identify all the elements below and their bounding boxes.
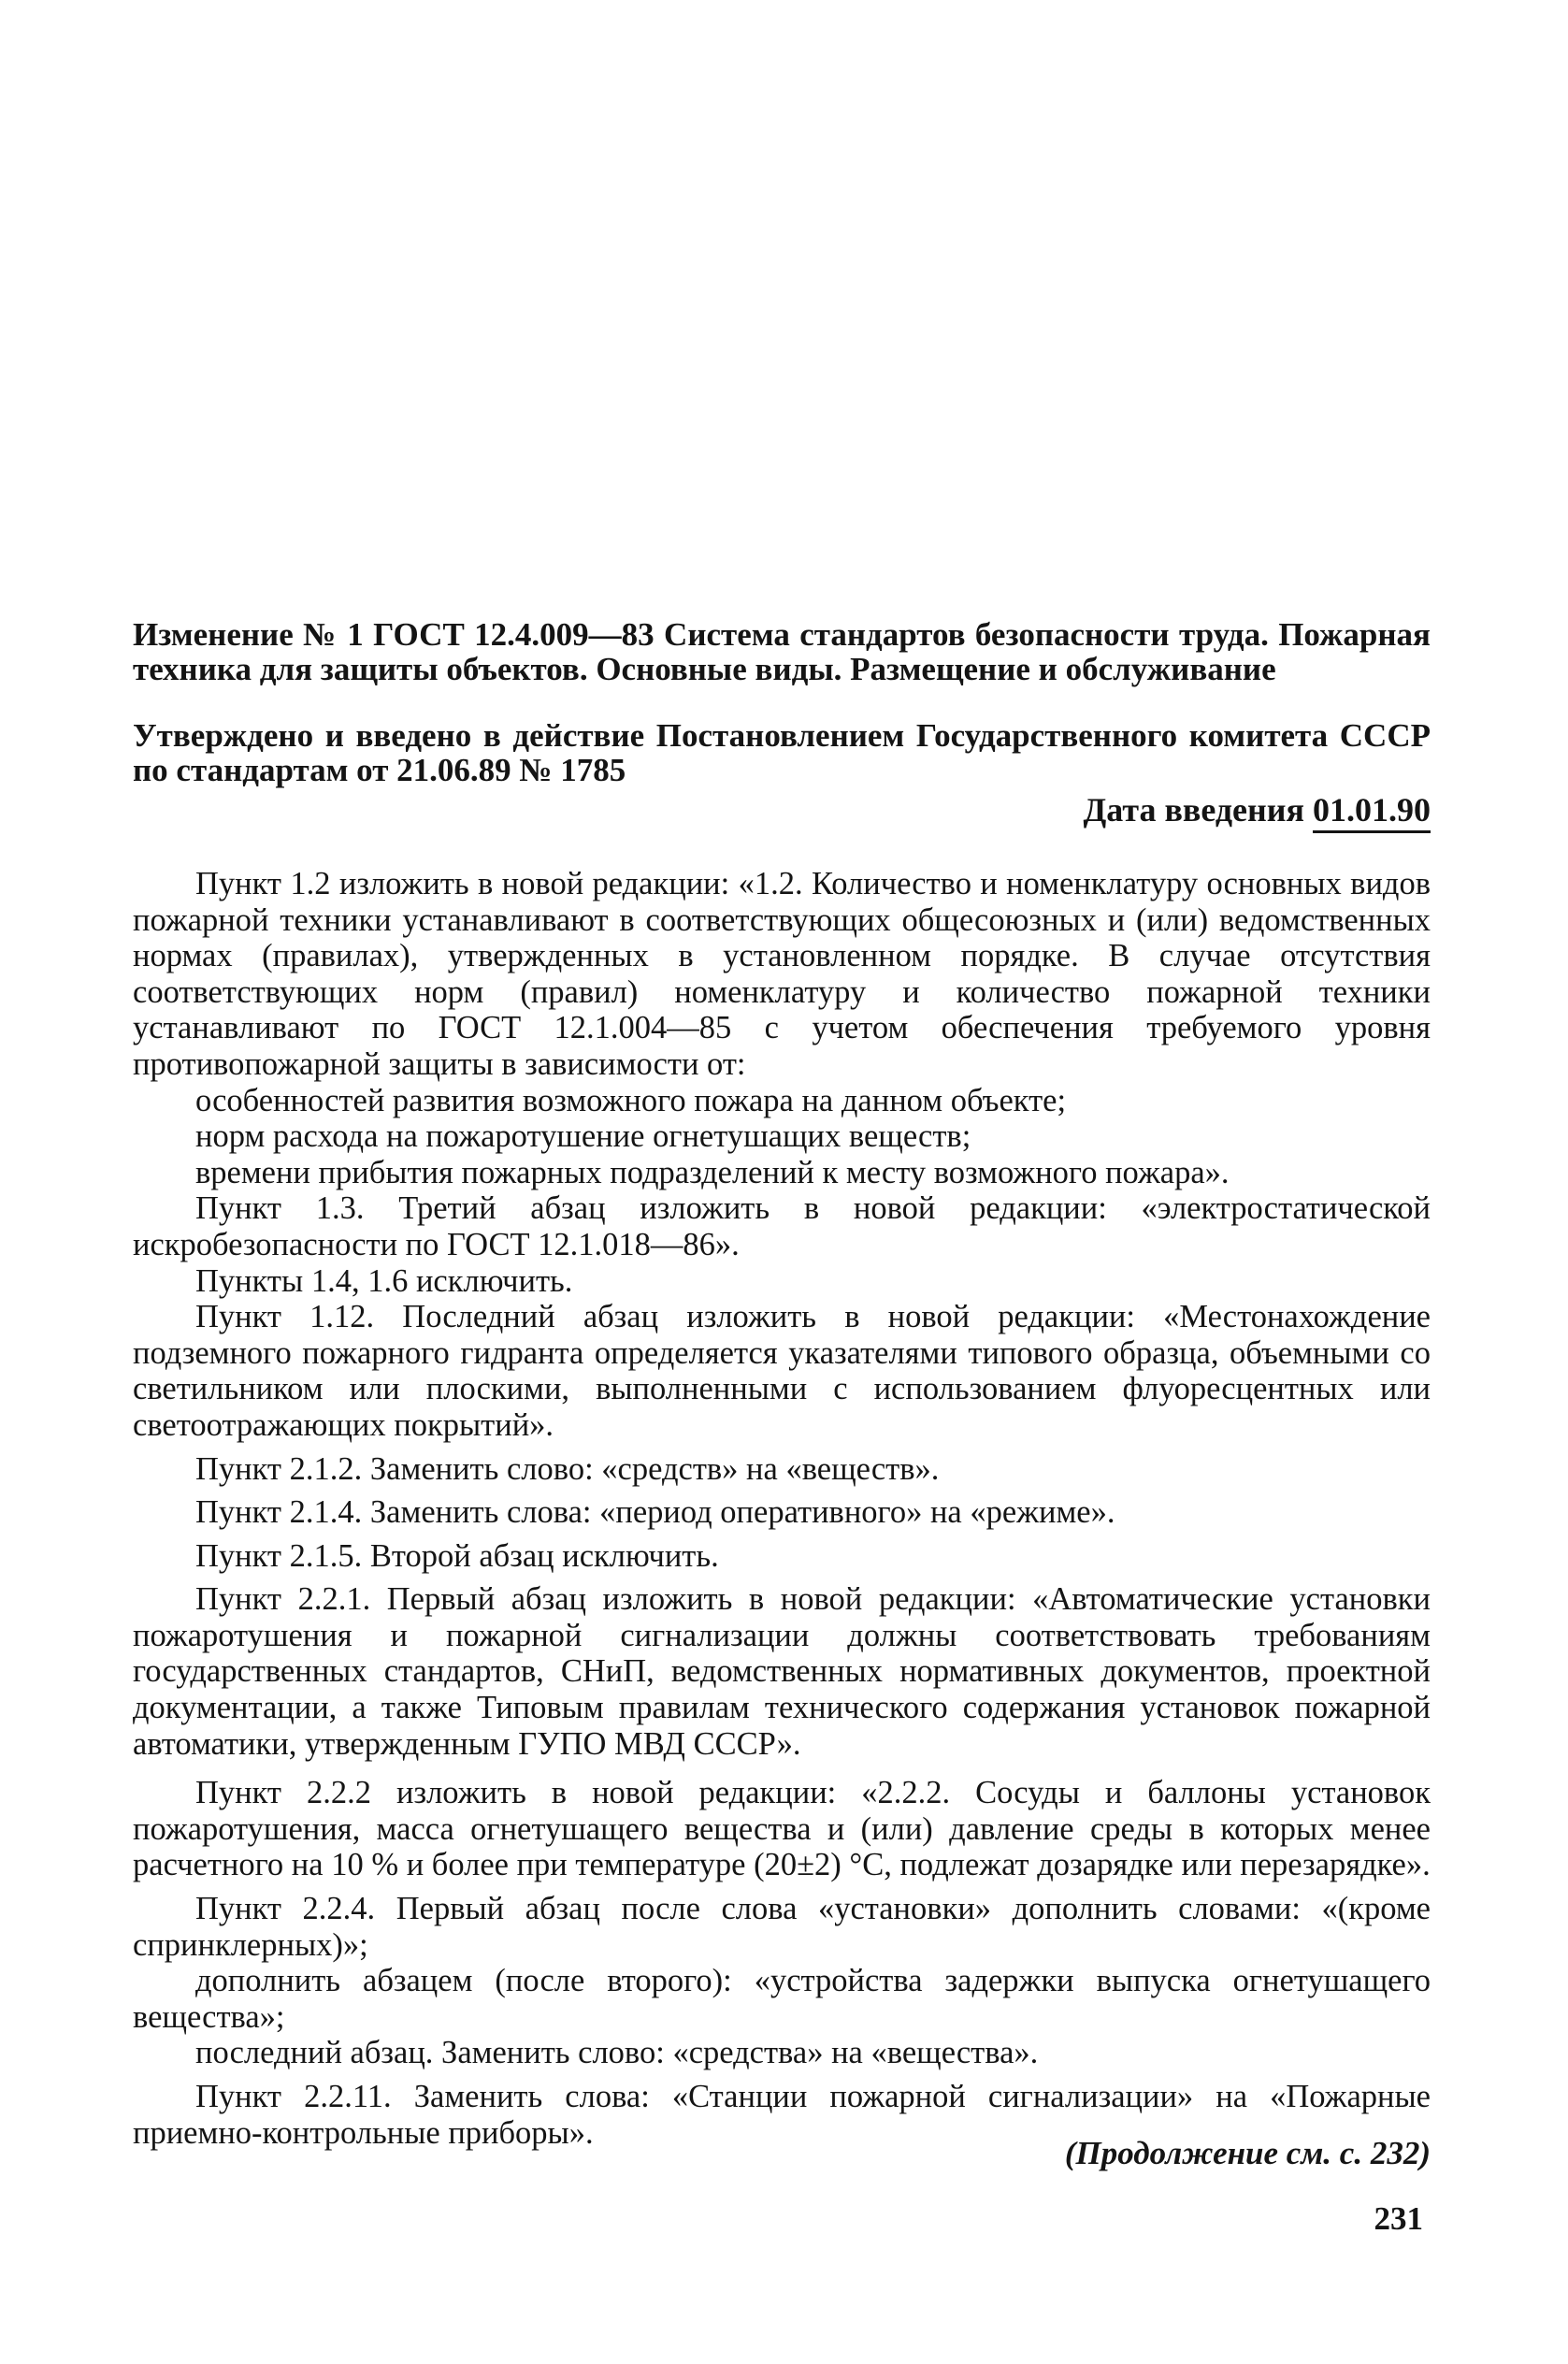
list-item: дополнить абзацем (после второго): «устройства задержки выпуска огнетушащего вещества»; — [133, 1963, 1431, 2035]
effective-date — [133, 791, 1431, 829]
continuation-note: (Продолжение см. с. 232) — [1064, 2135, 1431, 2171]
paragraph-1-4: Пункты 1.4, 1.6 исключить. — [195, 1262, 573, 1299]
paragraph-2-1-4: Пункт 2.1.4. Заменить слова: «период оперативного» на «режиме». — [195, 1494, 1115, 1531]
paragraph-2-1-2: Пункт 2.1.2. Заменить слово: «средств» на «веществ». — [195, 1450, 940, 1487]
paragraph-2-2-11: Пункт 2.2.11. Заменить слова: «Станции пожарной сигнализации» на «Пожарные приемно-контрольные приборы». — [133, 2079, 1431, 2151]
list-item: особенностей развития возможного пожара на данном объекте; — [195, 1082, 1067, 1118]
approval-label: Утверждено и введено в действие — [133, 717, 645, 754]
paragraph-2-2-1: Пункт 2.2.1. Первый абзац изложить в новой редакции: «Автоматические установки пожаротушения и пожарной сигнализации должны соответствовать требованиям государственных стандартов, СНиП, ведомственных нормативных документов, проектной документации, а также Типовым правилам технического содержания установок пожарной автоматики, утвержденным ГУПО МВД СССР». — [133, 1581, 1431, 1762]
document-page — [133, 617, 1431, 2151]
paragraph-2-2-2: Пункт 2.2.2 изложить в новой редакции: «2.2.2. Сосуды и баллоны установок пожаротушения, масса огнетушащего вещества и (или) давление среды в которых менее расчетного на 10 % и более при температуре (20±2) °С, подлежат дозарядке или перезарядке». — [133, 1775, 1431, 1883]
list-item: последний абзац. Заменить слово: «средства» на «вещества». — [195, 2035, 1039, 2071]
approval-statement — [133, 718, 1431, 787]
approval-text: Постановлением Государственного комитета СССР по стандартам от 21.06.89 № 1785 — [133, 717, 1431, 788]
paragraph-1-2: Пункт 1.2 изложить в новой редакции: «1.2. Количество и номенклатуру основных видов пожарной техники устанавливают в соответствующих общесоюзных и (или) ведомственных нормах (правилах), утвержденных в установленном порядке. В случае отсутствия соответствующих норм (правил) номенклатуру и количество пожарной техники устанавливают по ГОСТ 12.1.004—85 с учетом обеспечения требуемого уровня противопожарной защиты в зависимости от: — [133, 866, 1431, 1082]
paragraph-2-1-5: Пункт 2.1.5. Второй абзац исключить. — [195, 1537, 719, 1574]
effective-date-value: 01.01.90 — [1313, 791, 1431, 833]
effective-date-label: Дата введения — [1083, 791, 1304, 829]
paragraph-1-12: Пункт 1.12. Последний абзац изложить в новой редакции: «Местонахождение подземного пожарного гидранта определяется указателями типового образца, объемными со светильником или плоскими, выполненными с использованием флуоресцентных или светоотражающих покрытий». — [133, 1299, 1431, 1443]
paragraph-2-2-4: Пункт 2.2.4. Первый абзац после слова «установки» дополнить словами: «(кроме спринклерных)»; — [133, 1891, 1431, 1963]
list-item: времени прибытия пожарных подразделений к месту возможного пожара». — [195, 1154, 1230, 1190]
paragraph-1-3: Пункт 1.3. Третий абзац изложить в новой редакции: «электростатической искробезопасности по ГОСТ 12.1.018—86». — [133, 1190, 1431, 1262]
page-number: 231 — [1374, 2200, 1423, 2237]
list-item: норм расхода на пожаротушение огнетушащих веществ; — [195, 1118, 971, 1155]
document-body — [133, 866, 1431, 2151]
document-title: Изменение № 1 ГОСТ 12.4.009—83 Система стандартов безопасности труда. Пожарная техника для защиты объектов. Основные виды. Размещение и обслуживание — [133, 616, 1431, 687]
